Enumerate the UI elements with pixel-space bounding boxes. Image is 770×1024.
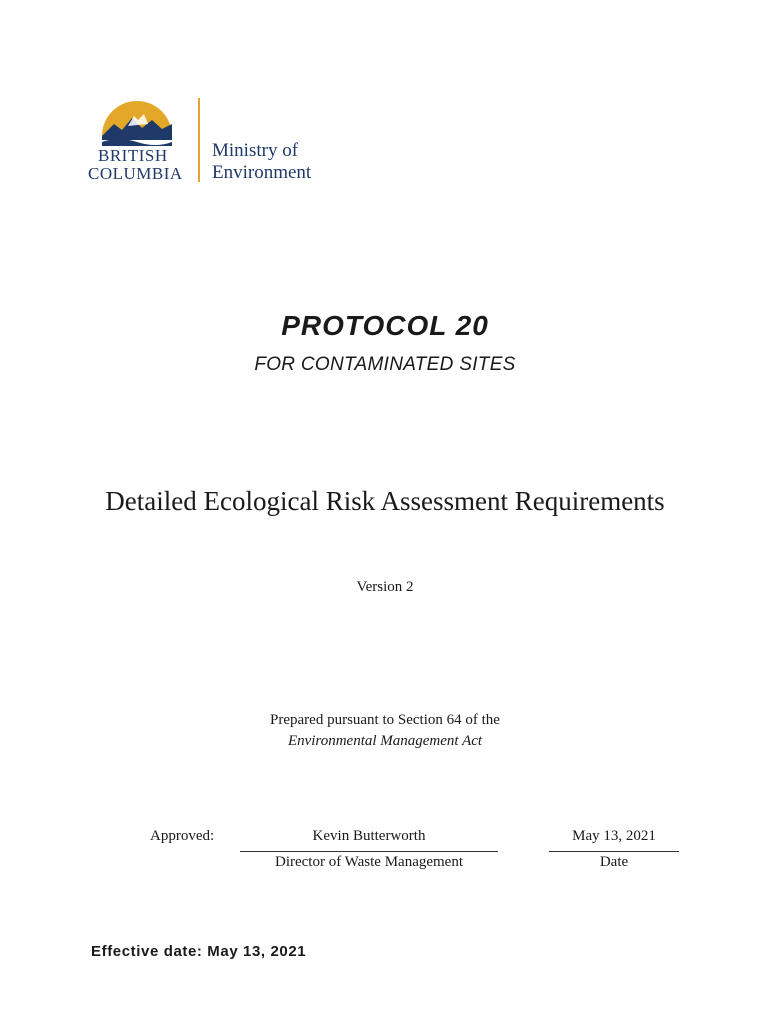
date-label: Date: [599, 854, 629, 870]
version-label: Version 2: [356, 579, 414, 595]
approver-title: Director of Waste Management: [274, 854, 464, 870]
bc-government-logo: [88, 96, 328, 188]
logo-divider: [198, 98, 200, 182]
effective-date: Effective date: May 13, 2021: [91, 943, 307, 960]
act-name: Environmental Management Act: [287, 733, 483, 749]
ministry-line-1: Ministry of: [212, 140, 299, 161]
ministry-line-2: Environment: [212, 162, 312, 183]
approval-date: May 13, 2021: [572, 828, 656, 844]
protocol-title: PROTOCOL 20: [281, 310, 489, 341]
prepared-line: Prepared pursuant to Section 64 of the: [270, 712, 500, 728]
prepared-statement: [0, 710, 770, 752]
approver-name: Kevin Butterworth: [312, 828, 426, 844]
protocol-subtitle: FOR CONTAMINATED SITES: [254, 354, 516, 375]
date-line: [549, 851, 679, 852]
logo-text-british: BRITISH: [98, 146, 168, 165]
approved-label: Approved:: [150, 828, 215, 844]
bc-sun-mountain-icon: [98, 96, 176, 148]
document-title: Detailed Ecological Risk Assessment Requirements: [105, 486, 665, 516]
logo-text-columbia: COLUMBIA: [88, 164, 183, 183]
signature-line: [240, 851, 498, 852]
